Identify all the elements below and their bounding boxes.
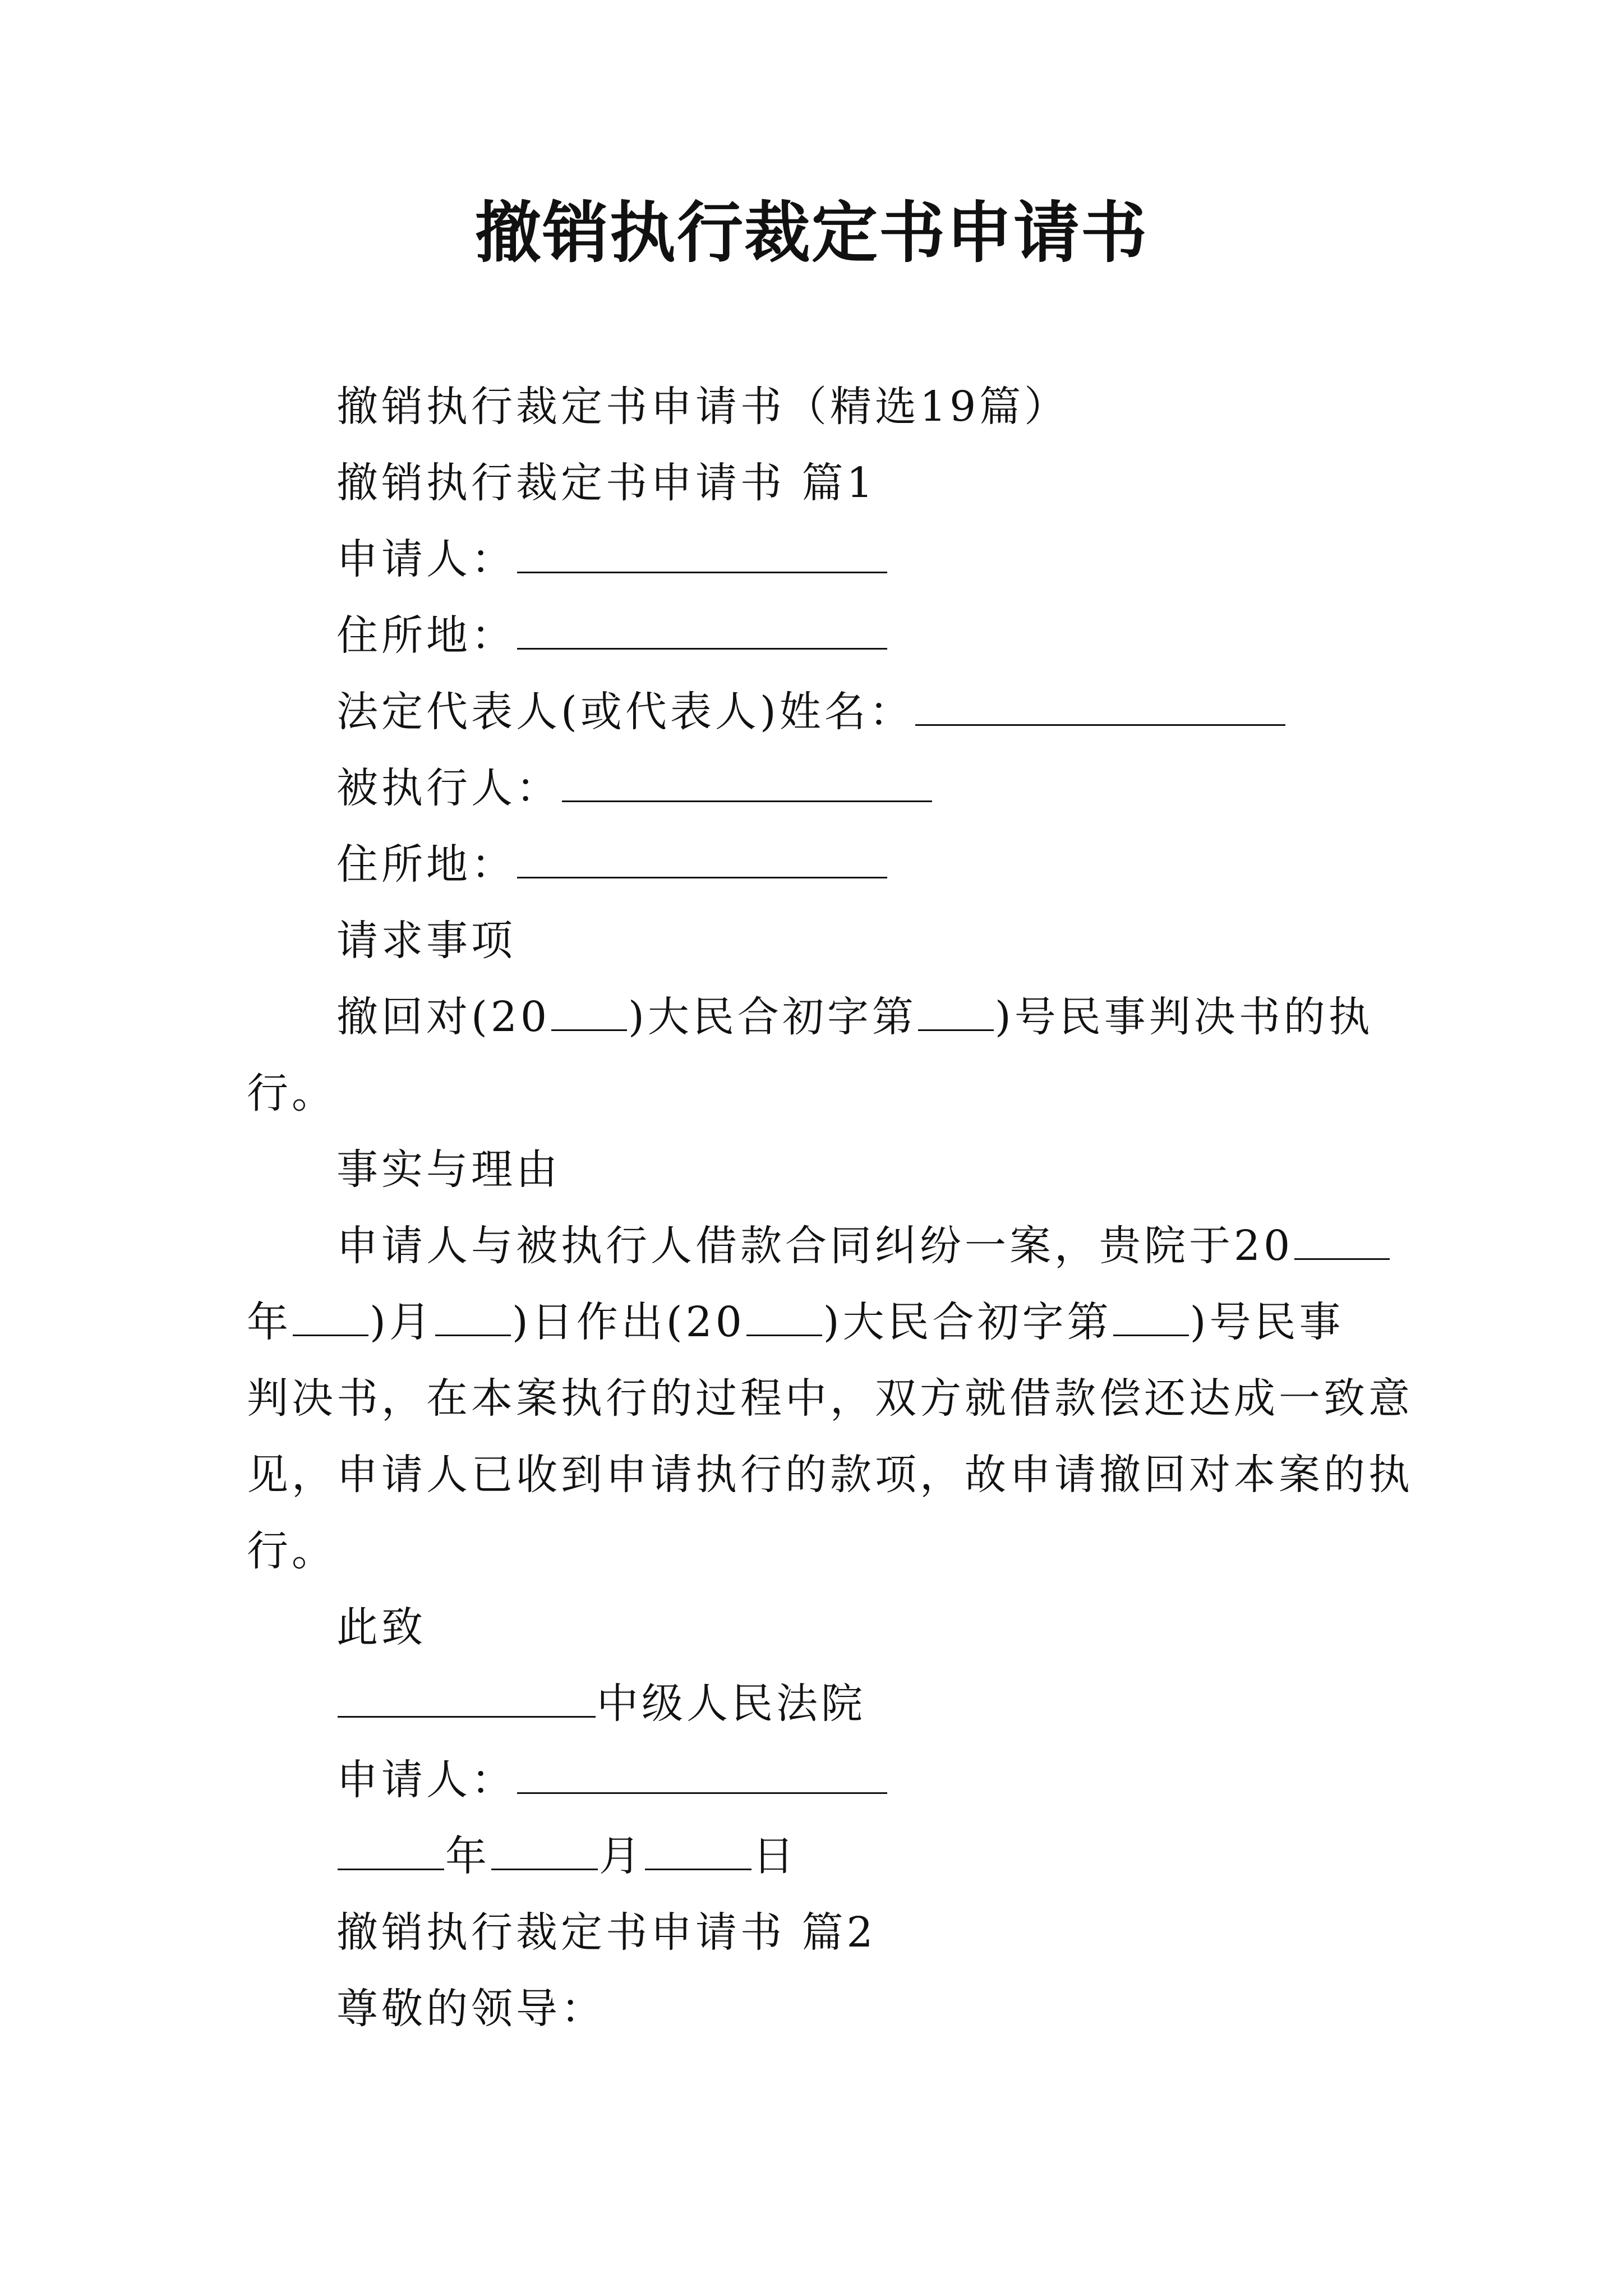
subtitle: 撤销执行裁定书申请书（精选19篇） — [336, 383, 1069, 431]
facts-text-2a: 年 — [247, 1298, 292, 1346]
address-label: 住所地： — [336, 611, 516, 660]
legal-rep-row — [336, 684, 1287, 740]
legal-rep-blank — [915, 685, 1285, 726]
date-day-blank — [645, 1829, 751, 1870]
request-heading: 请求事项 — [336, 917, 516, 965]
facts-text-1: 申请人与被执行人借款合同纠纷一案，贵院于20 — [336, 1222, 1294, 1270]
facts-day-blank — [435, 1295, 511, 1336]
signature-label: 申请人： — [336, 1756, 516, 1804]
respondent-blank — [562, 761, 932, 802]
facts-line-5: 行。 — [247, 1527, 336, 1575]
legal-rep-label: 法定代表人(或代表人)姓名： — [336, 688, 914, 736]
respondent-label: 被执行人： — [336, 764, 561, 812]
facts-month-blank — [293, 1295, 368, 1336]
address-blank-2 — [517, 838, 887, 878]
date-year-blank — [338, 1829, 444, 1870]
applicant-blank — [517, 532, 887, 573]
request-text-c: )号民事判决书的执 — [994, 993, 1373, 1041]
date-row — [336, 1828, 797, 1884]
date-day-label: 日 — [753, 1832, 797, 1880]
facts-line-3: 判决书，在本案执行的过程中，双方就借款偿还达成一致意 — [247, 1374, 1413, 1423]
request-text-a: 撤回对(20 — [336, 993, 551, 1041]
date-month-label: 月 — [599, 1832, 644, 1880]
address-blank — [517, 609, 887, 650]
salutation: 此致 — [336, 1603, 426, 1651]
applicant-label: 申请人： — [336, 535, 516, 583]
address-row — [336, 608, 888, 664]
date-month-blank — [491, 1829, 598, 1870]
facts-line-1 — [336, 1218, 1391, 1274]
section-heading-2: 撤销执行裁定书申请书 篇2 — [336, 1908, 877, 1957]
court-name-blank — [338, 1677, 596, 1718]
date-year-label: 年 — [445, 1832, 490, 1880]
signature-row — [336, 1752, 888, 1808]
facts-text-2e: )号民事 — [1189, 1298, 1344, 1346]
signature-blank — [517, 1753, 887, 1794]
greeting: 尊敬的领导： — [336, 1985, 606, 2033]
facts-case-number-blank — [1113, 1295, 1189, 1336]
applicant-row — [336, 531, 888, 587]
year-blank — [551, 990, 627, 1031]
facts-case-year-blank — [746, 1295, 822, 1336]
request-line-end: 行。 — [247, 1069, 336, 1117]
facts-line-2 — [247, 1294, 1344, 1350]
facts-text-2d: )大民合初字第 — [823, 1298, 1112, 1346]
address-row-2 — [336, 836, 888, 892]
facts-text-2c: )日作出(20 — [511, 1298, 745, 1346]
document-title: 撤销执行裁定书申请书 — [474, 194, 1148, 272]
address-label-2: 住所地： — [336, 840, 516, 889]
facts-heading: 事实与理由 — [336, 1145, 561, 1194]
court-label: 中级人民法院 — [597, 1680, 866, 1728]
section-heading: 撤销执行裁定书申请书 篇1 — [336, 459, 877, 507]
request-line — [336, 989, 1373, 1045]
case-number-blank — [918, 990, 994, 1031]
facts-line-4: 见，申请人已收到申请执行的款项，故申请撤回对本案的执 — [247, 1451, 1413, 1499]
request-text-b: )大民合初字第 — [628, 993, 917, 1041]
facts-year-blank — [1294, 1219, 1390, 1260]
facts-text-2b: )月 — [370, 1298, 434, 1346]
respondent-row — [336, 760, 933, 816]
court-row — [336, 1676, 866, 1732]
